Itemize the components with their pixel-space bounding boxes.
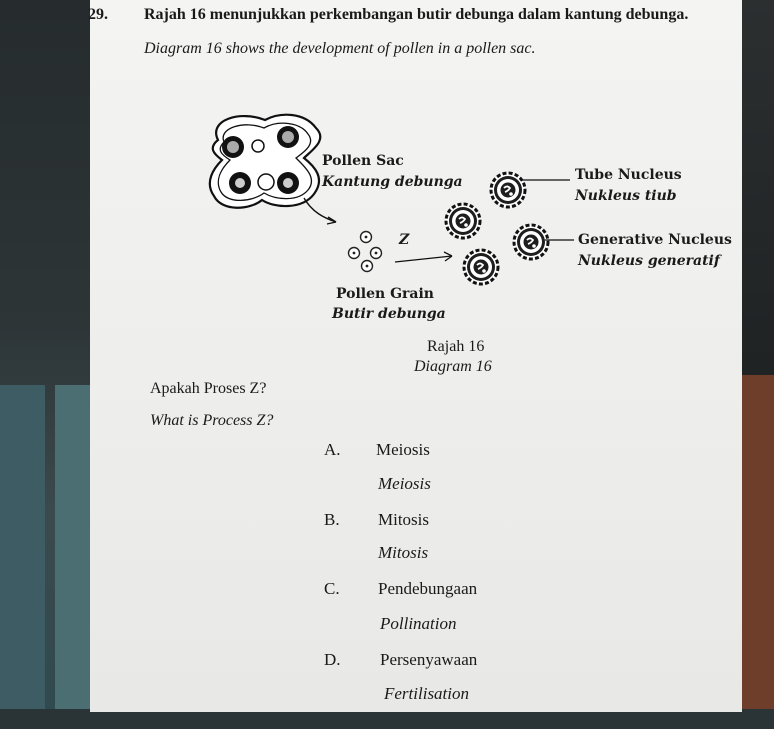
background-panel [55, 385, 95, 729]
background-panel [742, 375, 774, 729]
option-letter: D. [324, 650, 341, 669]
pollen-development-diagram [90, 0, 742, 712]
option-text-english: Mitosis [378, 543, 429, 562]
option-text-malay: Persenyawaan [380, 650, 478, 669]
prompt-malay: Apakah Proses Z? [150, 380, 267, 397]
pollen-sac-drawing [210, 115, 321, 208]
tube-nucleus-label: Tube Nucleus [575, 167, 682, 183]
option-text-english: Pollination [380, 614, 457, 633]
option-letter: B. [324, 510, 340, 529]
tube-nucleus-label-malay: Nukleus tiub [575, 188, 677, 204]
option-text-english: Fertilisation [384, 684, 469, 703]
question-number: 29. [88, 6, 108, 23]
pollen-grain-label: Pollen Grain [336, 286, 434, 302]
option-text-malay: Meiosis [376, 440, 430, 459]
option-text-malay: Pendebungaan [378, 579, 478, 598]
generative-nucleus-label-malay: Nukleus generatif [578, 253, 720, 269]
option-text-malay: Mitosis [378, 510, 430, 529]
question-text-english: Diagram 16 shows the development of pollen in a pollen sac. [144, 40, 536, 57]
background-panel [0, 385, 45, 729]
option-text-english: Meiosis [378, 474, 431, 493]
generative-nucleus-label: Generative Nucleus [578, 232, 732, 248]
option-letter: C. [324, 579, 340, 598]
pollen-sac-label-malay: Kantung debunga [322, 174, 463, 190]
option-letter: A. [324, 440, 341, 459]
question-text-malay: Rajah 16 menunjukkan perkembangan butir debunga dalam kantung debunga. [144, 6, 689, 23]
pollen-sac-label: Pollen Sac [322, 153, 404, 169]
background-bottom [0, 709, 774, 729]
diagram-caption-malay: Rajah 16 [427, 338, 485, 355]
question-paper [90, 0, 742, 712]
diagram-caption-english: Diagram 16 [414, 358, 492, 375]
process-z-label: Z [399, 232, 410, 248]
prompt-english: What is Process Z? [150, 412, 274, 429]
pollen-grain-label-malay: Butir debunga [332, 306, 446, 322]
